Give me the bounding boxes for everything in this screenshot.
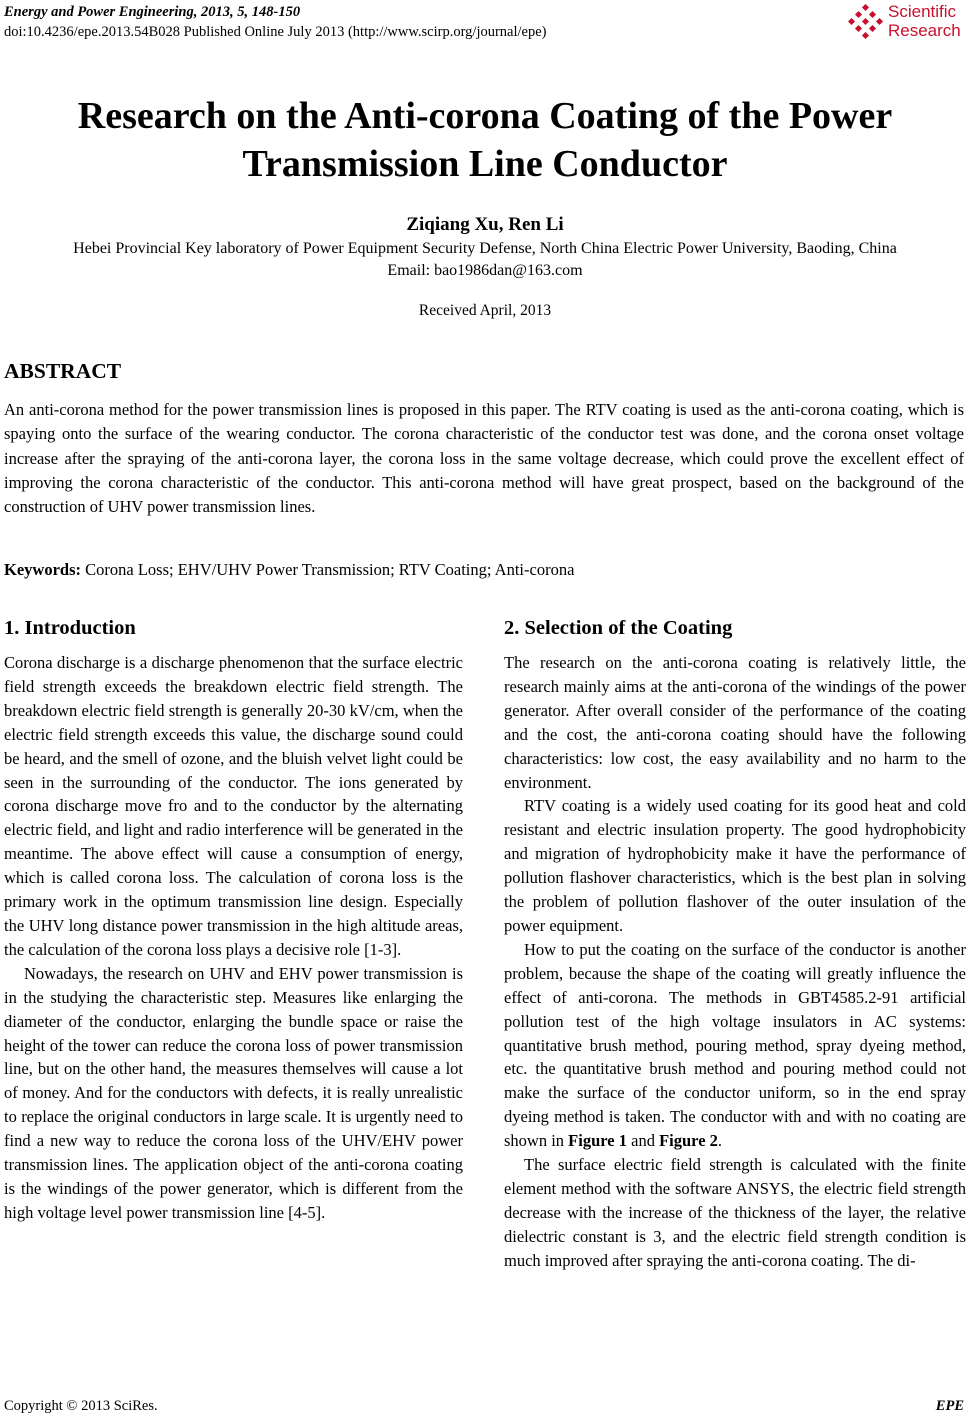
section-1-heading: 1. Introduction <box>4 617 136 639</box>
keywords-list: Corona Loss; EHV/UHV Power Transmission; RTV Coating; Anti-corona <box>81 560 575 579</box>
abstract-text: An anti-corona method for the power transmission lines is proposed in this paper. The RTV coating is used as the anti-corona coating, which is spaying onto the surface of the wearing conductor. The corona characteristic of the conductor test was done, and the corona onset voltage increase after the spraying of the anti-corona layer, the corona loss in the same voltage decrease, which could prove the excellent effect of improving the corona characteristic of the conductor. This anti-corona method will have great prospect, based on the background of the construction of UHV power transmission lines. <box>4 400 964 517</box>
authors: Ziqiang Xu, Ren Li <box>406 214 564 235</box>
logo-line-1: Scientific <box>888 2 957 21</box>
copyright: Copyright © 2013 SciRes. <box>4 1398 158 1414</box>
affiliation: Hebei Provincial Key laboratory of Power Equipment Security Defense, North China Electric Power University, Baoding, China <box>73 240 897 257</box>
coating-paragraph-4: The surface electric field strength is calculated with the finite element method with the software ANSYS, the electric field strength decrease with the increase of the thickness of the layer, the relative dielectric constant is 3, and the electric field strength condition is much improved after spraying the anti-corona coating. The di- <box>504 1155 966 1270</box>
logo-line-2: Research <box>888 21 961 40</box>
affiliation-block <box>0 238 970 282</box>
title-line-2: Transmission Line Conductor <box>242 143 728 185</box>
section-2-heading: 2. Selection of the Coating <box>504 617 733 639</box>
title-line-1: Research on the Anti-corona Coating of the Power <box>77 95 893 137</box>
coating-paragraph-1: The research on the anti-corona coating is relatively little, the research mainly aims at the anti-corona of the windings of the power generator. After overall consider of the performance of the coating and the cost, the anti-corona coating should have the following characteristics: low cost, the easy availability and no harm to the environment. <box>504 653 966 792</box>
figure-1-reference[interactable]: Figure 1 <box>568 1131 627 1151</box>
email: Email: bao1986dan@163.com <box>387 262 583 279</box>
coating-paragraph-2: RTV coating is a widely used coating for its good heat and cold resistant and electric insulation property. The good hydrophobicity and migration of hydrophobicity make it have the performance of pollution flashover characteristics, which is the best plan in solving the problem of pollution flashover of the outer insulation of the power equipment. <box>504 796 966 935</box>
publisher-logo <box>848 2 966 42</box>
received-date: Received April, 2013 <box>418 302 552 319</box>
intro-paragraph-1: Corona discharge is a discharge phenomenon that the surface electric field strength exceeds the breakdown electric field strength. The breakdown electric field strength is generally 20-30 kV/cm, when the electric field strength exceeds this value, the discharge sound could be heard, and the smell of ozone, and the bluish velvet light could be seen in the surrounding of the conductor. The ions generated by corona discharge move fro and to the conductor by the alternating electric field, and light and radio interference will be generated in the meantime. The above effect will cause a consumption of energy, which is called corona loss. The calculation of corona loss is the primary work in the optimum transmission line design. Especially the UHV long distance power transmission in the high altitude areas, the calculation of the corona loss plays a decisive role [1-3]. <box>4 653 463 959</box>
scientific-research-logo-icon <box>848 4 884 40</box>
keywords <box>4 560 574 580</box>
keywords-label: Keywords: <box>4 560 81 579</box>
journal-volume: , 2013, 5, 148-150 <box>193 4 301 20</box>
figure-2-reference[interactable]: Figure 2 <box>659 1131 718 1151</box>
logo-text <box>888 2 961 40</box>
journal-header <box>4 2 547 42</box>
coating-paragraph-3 <box>504 938 966 1153</box>
abstract-heading: ABSTRACT <box>4 359 122 383</box>
right-column <box>504 651 966 1273</box>
period-text: . <box>717 1131 723 1151</box>
journal-name: Energy and Power Engineering <box>4 4 194 20</box>
journal-abbreviation: EPE <box>935 1398 964 1414</box>
doi-line: doi:10.4236/epe.2013.54B028 Published Online July 2013 (http://www.scirp.org/journal/epe) <box>4 24 547 40</box>
and-text: and <box>627 1131 660 1151</box>
journal-citation <box>4 2 547 22</box>
paper-title <box>0 92 970 188</box>
intro-paragraph-2: Nowadays, the research on UHV and EHV power transmission is in the studying the characteristic step. Measures like enlarging the diameter of the conductor, enlarging the bundle space or raise the height of the tower can reduce the corona loss of power transmission line, but on the other hand, the measures themselves will cause a lot of money. And for the conductors with defects, it is really unrealistic to replace the original conductors in large scale. It is urgently need to find a new way to reduce the corona loss of the UHV/EHV power transmission lines. The application object of the anti-corona coating is the windings of the power generator, which is different from the high voltage level power transmission line [4-5]. <box>4 963 463 1222</box>
left-column <box>4 651 463 1225</box>
coating-paragraph-3-text: How to put the coating on the surface of the conductor is another problem, because the shape of the coating will greatly influence the effect of anti-corona. The methods in GBT4585.2-91 artificial pollution test of the high voltage insulators in AC systems: quantitative brush method, pouring method, spray dyeing method, etc. the quantitative brush method and pouring method could not make the surface of the conductor uniform, so in the end spray dyeing method is taken. The conductor with and with no coating are shown in <box>504 939 966 1151</box>
